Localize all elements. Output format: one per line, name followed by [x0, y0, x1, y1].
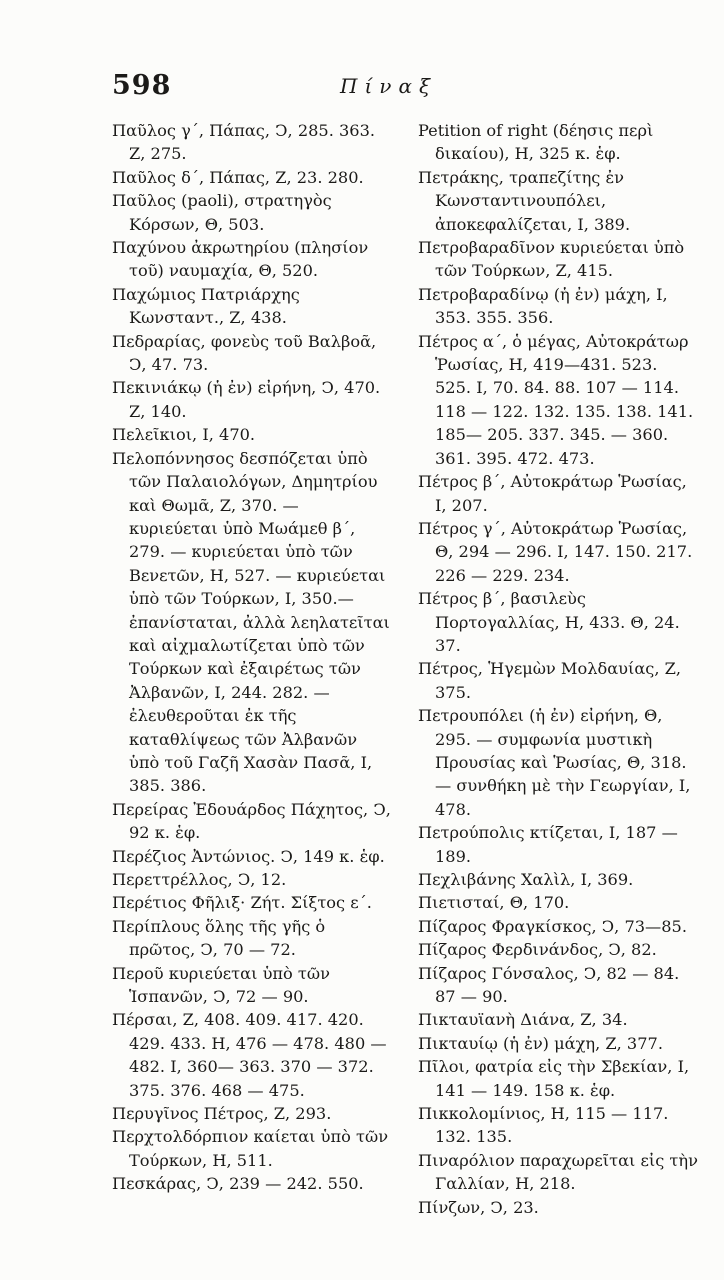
index-entry: Petition of right (δέησις περὶ δικαίου), Η, 325 κ. ἑφ. [418, 121, 659, 164]
page-header [0, 68, 724, 108]
index-entry: Πῖλοι, φατρία εἰς τὴν Σβεκίαν, Ι, 141 — 149. 158 κ. ἑφ. [418, 1057, 695, 1100]
index-entry: Παῦλος δ΄, Πάπας, Ζ, 23. 280. [112, 167, 364, 187]
index-entry: Πικκολομίνιος, Η, 115 — 117. 132. 135. [418, 1104, 674, 1147]
page-number: 598 [112, 70, 172, 101]
index-entry: Περίπλους ὅλης τῆς γῆς ὁ πρῶτος, Ͻ, 70 — 72. [112, 916, 331, 960]
running-head: Πίναξ [340, 74, 437, 98]
index-entry: Πετράκης, τραπεζίτης ἐν Κωνσταντινουπόλει, ἀποκεφαλίζεται, Ι, 389. [418, 167, 631, 234]
index-entry: Περχτολδόρπιον καίεται ὑπὸ τῶν Τούρκων, Η, 511. [112, 1127, 394, 1170]
index-entry: Πέτρος α΄, ὁ μέγας, Αὐτοκράτωρ Ῥωσίας, Η, 419—431. 523. 525. Ι, 70. 84. 88. 107 — 114. 118 — 122. 132. 135. 138. 141. 185— 205. 337. 345. — 360. 361. 395. 472. 473. [418, 331, 699, 468]
index-entry: Πίνζων, Ͻ, 23. [418, 1197, 539, 1217]
index-entry: Πίζαρος Φερδινάνδος, Ͻ, 82. [418, 940, 657, 960]
index-entry: Πέτρος β΄, Αὐτοκράτωρ Ῥωσίας, Ι, 207. [418, 472, 692, 515]
index-entry: Περέτιος Φῆλιξ· Ζήτ. Σίξτος ε΄. [112, 893, 372, 913]
index-entry: Πιναρόλιον παραχωρεῖται εἰς τὴν Γαλλίαν, Η, 218. [418, 1150, 704, 1194]
index-entry: Πίζαρος Γόνσαλος, Ͻ, 82 — 84. 87 — 90. [418, 963, 685, 1007]
index-entry: Περεττρέλλος, Ͻ, 12. [112, 870, 287, 889]
index-entry: Πέτρος γ΄, Αὐτοκράτωρ Ῥωσίας, Θ, 294 — 296. Ι, 147. 150. 217. 226 — 229. 234. [418, 518, 698, 585]
index-entry: Πικταυίῳ (ἡ ἐν) μάχη, Ζ, 377. [418, 1033, 663, 1053]
index-entry: Περοῦ κυριεύεται ὑπὸ τῶν Ἱσπανῶν, Ͻ, 72 — 90. [112, 963, 336, 1007]
index-entry: Πεχλιβάνης Χαλὶλ, Ι, 369. [418, 870, 634, 889]
index-entry: Πελεῖκιοι, Ι, 470. [112, 425, 256, 445]
index-entry: Πελοπόννησος δεσπόζεται ὑπὸ τῶν Παλαιολόγων, Δημητρίου καὶ Θωμᾶ, Ζ, 370. — κυριεύεται ὑπὸ Μωάμεθ β΄, 279. — κυριεύεται ὑπὸ τῶν Βενετῶν, Η, 527. — κυριεύεται ὑπὸ τῶν Τούρκων, Ι, 350.— ἐπανίσταται, ἀλλὰ λεηλατεῖται καὶ αἰχμαλωτίζεται ὑπὸ τῶν Τούρκων καὶ ἐξαιρέτως τῶν Ἀλβανῶν, Ι, 244. 282. — ἐλευθεροῦται ἐκ τῆς καταθλίψεως τῶν Ἀλβανῶν ὑπὸ τοῦ Γαζῆ Χασὰν Πασᾶ, Ι, 385. 386. [112, 448, 396, 796]
left-column [112, 119, 397, 1196]
index-entry: Παῦλος (paoli), στρατηγὸς Κόρσων, Θ, 503. [112, 191, 337, 234]
index-entry: Πετροβαραδῖνον κυριεύεται ὑπὸ τῶν Τούρκων, Ζ, 415. [418, 238, 690, 281]
index-entry: Πίζαρος Φραγκίσκος, Ͻ, 73—85. [418, 916, 687, 936]
index-entry: Πετροβαραδίνῳ (ἡ ἐν) μάχη, Ι, 353. 355. 356. [418, 284, 673, 328]
index-entry: Περυγῖνος Πέτρος, Ζ, 293. [112, 1104, 332, 1124]
index-entry: Πετρουπόλει (ἡ ἐν) εἰρήνη, Θ, 295. — συμφωνία μυστικὴ Προυσίας καὶ Ῥωσίας, Θ, 318. — συνθήκη μὲ τὴν Γεωργίαν, Ι, 478. [418, 706, 696, 819]
index-entry: Πεδραρίας, φονεὺς τοῦ Βαλβοᾶ, Ͻ, 47. 73. [112, 331, 382, 375]
index-entry: Πέτρος β΄, βασιλεὺς Πορτογαλλίας, Η, 433. Θ, 24. 37. [418, 589, 685, 655]
index-entry: Περέζιος Ἀντώνιος. Ͻ, 149 κ. ἑφ. [112, 846, 385, 866]
index-entry: Πετρούπολις κτίζεται, Ι, 187 — 189. [418, 823, 683, 866]
index-entry: Παχώμιος Πατριάρχης Κωνσταντ., Ζ, 438. [112, 284, 305, 328]
index-entry: Πέτρος, Ἡγεμὼν Μολδαυίας, Ζ, 375. [418, 659, 687, 702]
index-entry: Παχύνου ἀκρωτηρίου (πλησίον τοῦ) ναυμαχία, Θ, 520. [112, 238, 374, 281]
index-entry: Πιετισταί, Θ, 170. [418, 893, 570, 913]
right-column [418, 119, 704, 1219]
index-entry: Πικταυϊανὴ Διάνα, Ζ, 34. [418, 1010, 628, 1030]
index-entry: Πεκινιάκῳ (ἡ ἐν) εἰρήνη, Ͻ, 470. Ζ, 140. [112, 378, 386, 421]
index-entry: Πεσκάρας, Ͻ, 239 — 242. 550. [112, 1174, 364, 1194]
index-entry: Πέρσαι, Ζ, 408. 409. 417. 420. 429. 433. Η, 476 — 478. 480 — 482. Ι, 360— 363. 370 — 372. 375. 376. 468 — 475. [112, 1010, 392, 1100]
index-entry: Περείρας Ἐδουάρδος Πάχητος, Ͻ, 92 κ. ἑφ. [112, 799, 397, 843]
index-entry: Παῦλος γ΄, Πάπας, Ͻ, 285. 363. Ζ, 275. [112, 121, 381, 164]
